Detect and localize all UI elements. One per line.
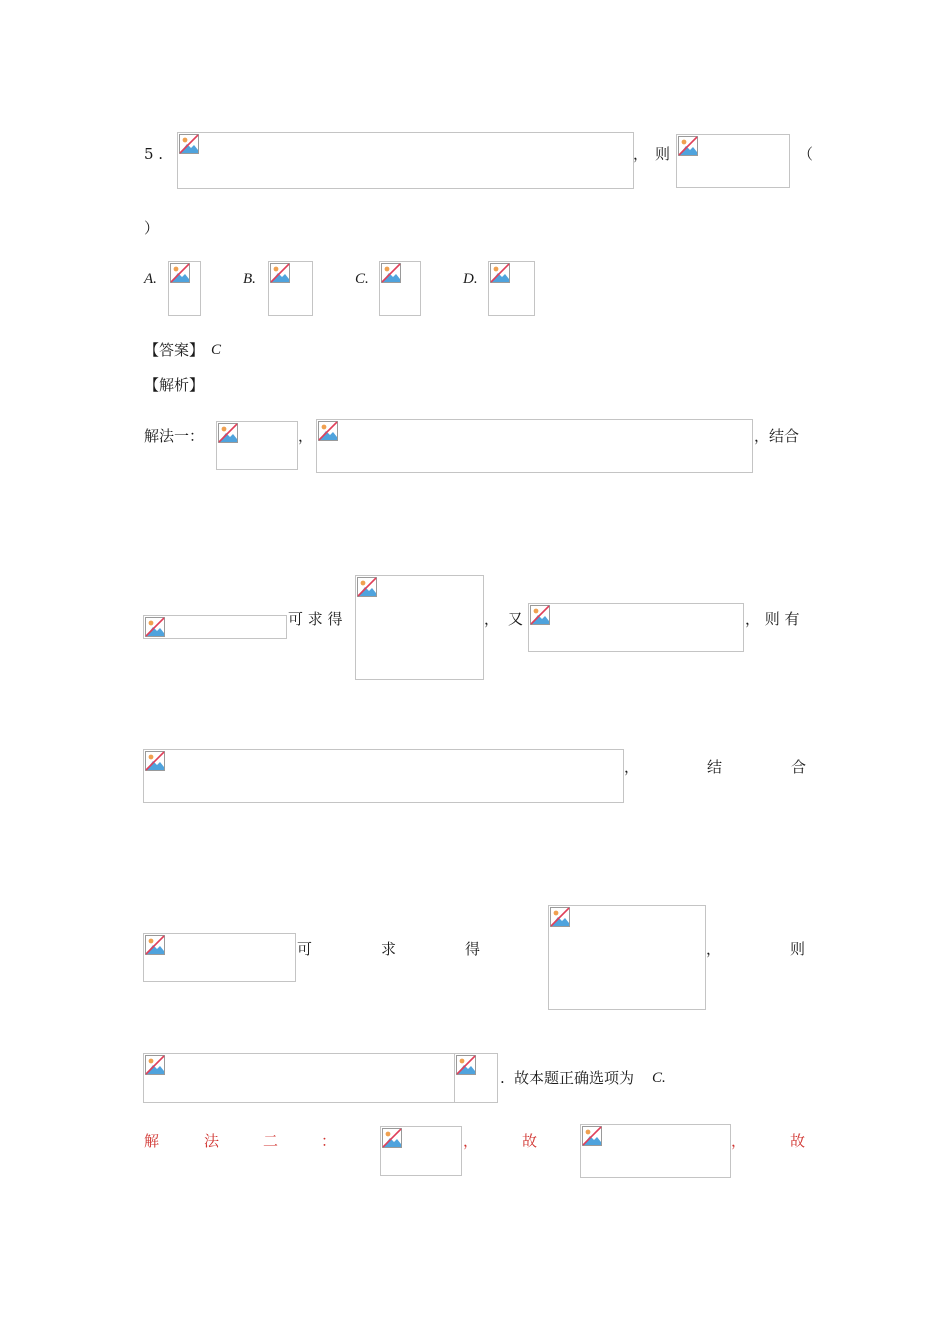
comma: ， (484, 610, 500, 628)
comma: ， (298, 427, 314, 445)
broken-image-icon (170, 263, 190, 283)
qiu-text: 求 (381, 940, 397, 958)
formula-image (316, 419, 753, 473)
analysis-label: 【解析】 (144, 376, 205, 394)
broken-image-icon (145, 1055, 165, 1075)
formula-image (548, 905, 706, 1010)
formula-image (216, 421, 298, 470)
option-d-label: D. (463, 271, 478, 287)
broken-image-icon (270, 263, 290, 283)
method2-char: 法 (204, 1132, 220, 1150)
combine-text: ，结合 (754, 427, 800, 445)
option-a-image (168, 261, 201, 316)
option-c-label: C. (355, 271, 369, 287)
formula-image (143, 615, 287, 639)
paren-open: （ (798, 145, 814, 163)
broken-image-icon (145, 617, 165, 637)
broken-image-icon (218, 423, 238, 443)
formula-image (580, 1124, 731, 1178)
broken-image-icon (678, 136, 698, 156)
formula-image (454, 1053, 498, 1103)
formula-image (676, 134, 790, 188)
comma: ， (731, 1132, 747, 1150)
period: . (500, 1069, 505, 1087)
broken-image-icon (179, 134, 199, 154)
comma: ， (463, 1132, 479, 1150)
formula-image (355, 575, 484, 680)
question-number: 5 . (144, 145, 164, 163)
method1-intro: 解法一： (144, 427, 205, 445)
option-b-image (268, 261, 313, 316)
method2-char: 解 (144, 1132, 160, 1150)
you-text: 又 (508, 610, 524, 628)
formula-image (177, 132, 634, 189)
jie-text: 结 (707, 758, 723, 776)
paren-close: ） (144, 219, 160, 237)
broken-image-icon (490, 263, 510, 283)
option-d-image (488, 261, 535, 316)
formula-image (528, 603, 744, 652)
broken-image-icon (550, 907, 570, 927)
formula-image (143, 1053, 455, 1103)
comma: ， (706, 940, 722, 958)
formula-image (143, 749, 624, 803)
broken-image-icon (145, 751, 165, 771)
gu-text: 故 (522, 1132, 538, 1150)
ke-text: 可 (297, 940, 313, 958)
ze-text: 则 (790, 940, 806, 958)
he-text: 合 (791, 758, 807, 776)
broken-image-icon (318, 421, 338, 441)
comma: ， (624, 758, 640, 776)
broken-image-icon (582, 1126, 602, 1146)
option-c-image (379, 261, 421, 316)
formula-image (143, 933, 296, 982)
then-text: 则 (655, 145, 671, 163)
broken-image-icon (382, 1128, 402, 1148)
broken-image-icon (357, 577, 377, 597)
broken-image-icon (456, 1055, 476, 1075)
method2-char: 二 (263, 1132, 279, 1150)
de-text: 得 (465, 940, 481, 958)
can-find-text: 可 求 得 (288, 610, 343, 628)
formula-image (380, 1126, 462, 1176)
broken-image-icon (530, 605, 550, 625)
conclusion-text: 故本题正确选项为 (514, 1069, 635, 1087)
option-a-label: A. (144, 271, 157, 287)
option-b-label: B. (243, 271, 256, 287)
broken-image-icon (145, 935, 165, 955)
method2-char: ： (321, 1132, 337, 1150)
conclusion-answer: C. (652, 1070, 666, 1086)
broken-image-icon (381, 263, 401, 283)
answer-value: C (211, 342, 222, 358)
comma: ， (633, 145, 649, 163)
then-have-text: ， 则 有 (745, 610, 800, 628)
gu-text: 故 (790, 1132, 806, 1150)
answer-label: 【答案】 (144, 341, 205, 359)
